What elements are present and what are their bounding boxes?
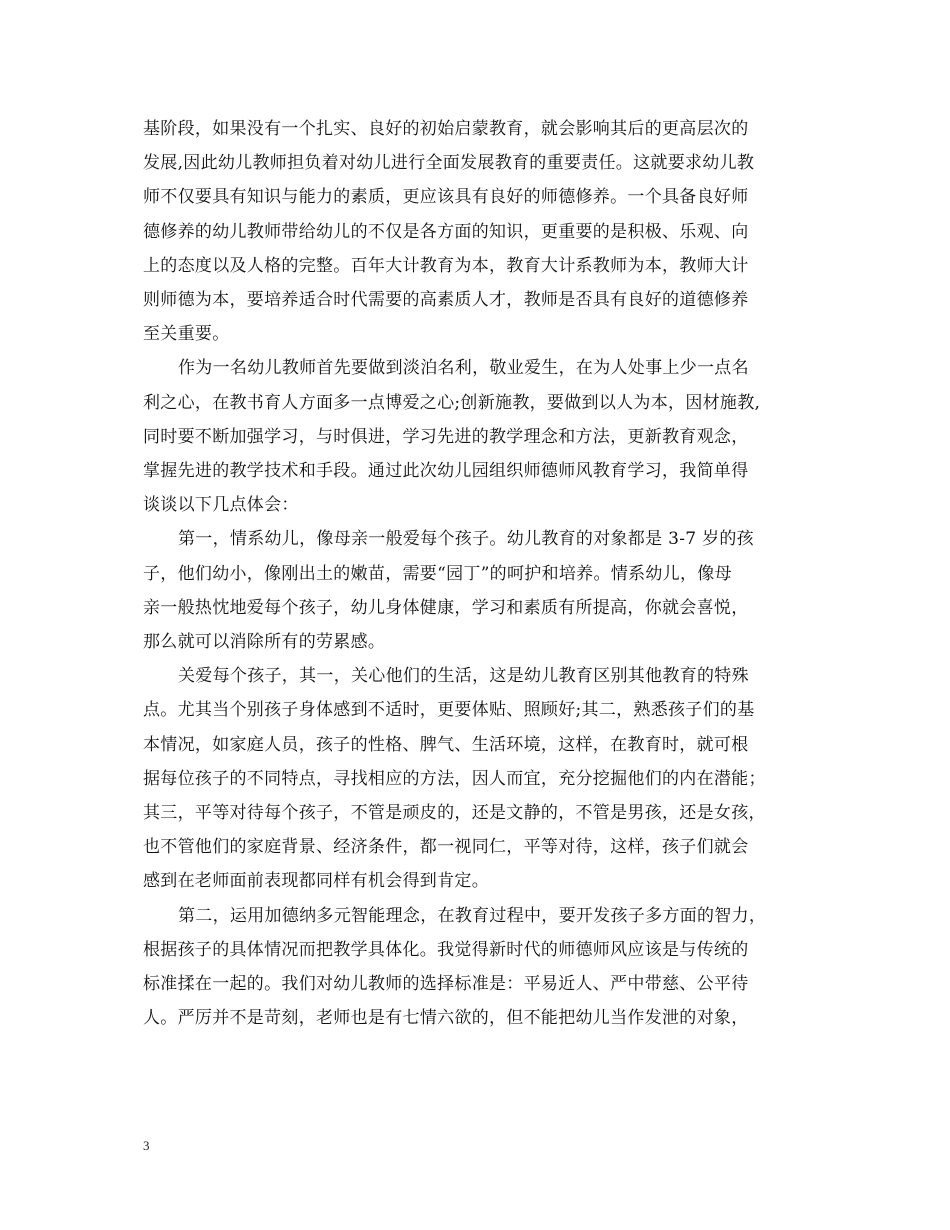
text-line: 发展,因此幼儿教师担负着对幼儿进行全面发展教育的重要责任。这就要求幼儿教 [143,153,755,174]
text-line: 据每位孩子的不同特点，寻找相应的方法，因人而宜，充分挖掘他们的内在潜能； [143,768,766,789]
paragraph-4 [143,659,833,898]
text-line: 谈谈以下几点体会： [143,495,299,516]
text-line: 作为一名幼儿教师首先要做到淡泊名利，敬业爱生，在为人处事上少一点名 [178,358,749,379]
text-line: 第一，情系幼儿，像母亲一般爱每个孩子。幼儿教育的对象都是 3-7 岁的孩 [178,529,754,550]
text-line: 同时要不断加强学习，与时俱进，学习先进的教学理念和方法，更新教育观念， [143,426,749,447]
text-line: 至关重要。 [143,324,230,345]
text-line: 亲一般热忱地爱每个孩子，幼儿身体健康，学习和素质有所提高，你就会喜悦， [143,597,749,618]
text-line: 其三，平等对待每个孩子，不管是顽皮的，还是文静的，不管是男孩，还是女孩， [143,803,766,824]
paragraph-2 [143,351,833,522]
text-line: 第二，运用加德纳多元智能理念，在教育过程中，要开发孩子多方面的智力， [178,905,767,926]
text-line: 上的态度以及人格的完整。百年大计教育为本，教育大计系教师为本，教师大计 [143,255,749,276]
body-text [143,112,833,1035]
text-line: 人。严厉并不是苛刻，老师也是有七情六欲的，但不能把幼儿当作发泄的对象， [143,1008,749,1029]
paragraph-5 [143,899,833,1036]
text-line: 德修养的幼儿教师带给幼儿的不仅是各方面的知识，更重要的是积极、乐观、向 [143,221,749,242]
text-line: 标准揉在一起的。我们对幼儿教师的选择标准是：平易近人、严中带慈、公平待 [143,974,749,995]
text-line: 根据孩子的具体情况而把教学具体化。我觉得新时代的师德师风应该是与传统的 [143,939,749,960]
paragraph-3 [143,522,833,659]
text-line: 也不管他们的家庭背景、经济条件，都一视同仁，平等对待，这样，孩子们就会 [143,837,749,858]
text-line: 点。尤其当个别孩子身体感到不适时，更要体贴、照顾好;其二，熟悉孩子们的基 [143,700,755,721]
text-line: 掌握先进的教学技术和手段。通过此次幼儿园组织师德师风教育学习，我简单得 [143,461,749,482]
paragraph-1 [143,112,833,351]
text-line: 基阶段，如果没有一个扎实、良好的初始启蒙教育，就会影响其后的更高层次的 [143,119,749,139]
text-line: 感到在老师面前表现都同样有机会得到肯定。 [143,871,489,892]
text-line: 则师德为本，要培养适合时代需要的高素质人才，教师是否具有良好的道德修养 [143,290,749,311]
text-line: 关爱每个孩子，其一，关心他们的生活，这是幼儿教育区别其他教育的特殊 [178,666,749,687]
text-line: 利之心，在教书育人方面多一点博爱之心;创新施教，要做到以人为本，因材施教, [143,392,761,413]
text-line: 师不仅要具有知识与能力的素质，更应该具有良好的师德修养。一个具备良好师 [143,187,749,208]
text-line: 子，他们幼小，像刚出土的嫩苗，需要“园丁”的呵护和培养。情系幼儿，像母 [143,563,732,584]
page-number: 3 [143,1138,150,1153]
text-line: 那么就可以消除所有的劳累感。 [143,632,386,653]
text-line: 本情况，如家庭人员，孩子的性格、脾气、生活环境，这样，在教育时，就可根 [143,734,749,755]
